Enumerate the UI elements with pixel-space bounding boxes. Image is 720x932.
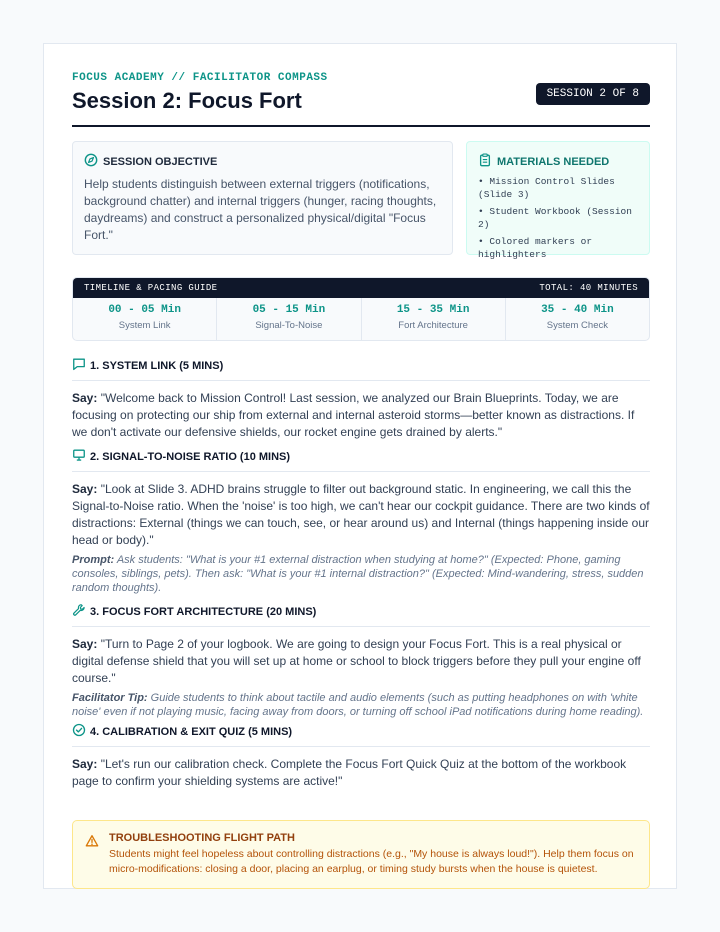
materials-item: • Mission Control Slides (Slide 3)	[478, 176, 615, 200]
section-heading: 4. CALIBRATION & EXIT QUIZ (5 MINS)	[90, 725, 293, 738]
materials-item: • Colored markers or highlighters	[478, 236, 593, 260]
section-heading: 3. FOCUS FORT ARCHITECTURE (20 MINS)	[90, 605, 317, 618]
section-fort-architecture	[72, 603, 650, 719]
presentation-screen-icon	[72, 448, 86, 465]
materials-card	[466, 141, 650, 260]
say-label: Say:	[72, 391, 98, 405]
timeline-label: Signal-To-Noise	[255, 320, 323, 331]
timeline-total: TOTAL: 40 MINUTES	[539, 283, 638, 293]
timeline-blocks	[73, 298, 649, 341]
timeline-time: 05 - 15 Min	[252, 304, 326, 316]
section-heading: 2. SIGNAL-TO-NOISE RATIO (10 MINS)	[90, 450, 291, 463]
note-label: Facilitator Tip:	[72, 692, 148, 704]
compass-icon	[84, 153, 98, 170]
timeline-block	[506, 298, 649, 341]
say-text: "Turn to Page 2 of your logbook. We are going to design your Focus Fort. This is a real physical or digital defense shield that you will set up at home or school to block triggers before they pull your engine off course."	[72, 637, 641, 685]
say-text: "Look at Slide 3. ADHD brains struggle to filter out background static. In engineering, we call this the Signal-to-Noise ratio. When the 'noise' is too high, we can't hear our cockpit guidance. There are two kinds of distractions: External (things we can touch, see, or hear around us) and Internal (things happening inside our head or body)."	[72, 482, 650, 547]
note-text: Ask students: "What is your #1 external distraction when studying at home?" (Expected: Phone, gaming consoles, siblings, pets). Then ask: "What is your #1 internal distraction?" (Expected: Mind-wandering, stress, sudden random thoughts).	[72, 554, 644, 594]
troubleshooting-callout	[72, 820, 650, 889]
materials-list	[478, 175, 638, 261]
timeline-time: 00 - 05 Min	[108, 304, 181, 316]
note-text: Guide students to think about tactile and audio elements (such as putting headphones on with 'white noise' even if not playing music, facing away from doors, or turning off school iPad notifications during home reading).	[72, 692, 644, 718]
say-paragraph	[72, 481, 650, 549]
troubleshooting-heading: TROUBLESHOOTING FLIGHT PATH	[109, 832, 295, 844]
timeline-time: 15 - 35 Min	[396, 304, 470, 316]
say-paragraph	[72, 390, 650, 441]
wrench-icon	[72, 603, 86, 620]
say-paragraph	[72, 756, 650, 790]
lesson-page	[43, 43, 677, 889]
say-text: "Let's run our calibration check. Complete the Focus Fort Quick Quiz at the bottom of the workbook page to confirm your shielding systems are active!"	[72, 757, 627, 788]
timeline-block	[217, 298, 361, 341]
section-system-link	[72, 357, 650, 441]
prompt-note	[72, 553, 650, 595]
say-paragraph	[72, 636, 650, 687]
section-heading: 1. SYSTEM LINK (5 MINS)	[90, 359, 224, 372]
say-label: Say:	[72, 482, 98, 496]
section-signal-to-noise	[72, 448, 650, 595]
page-content	[72, 72, 650, 875]
clipboard-icon	[478, 153, 492, 170]
objective-text: Help students distinguish between external triggers (notifications, background chatter) and internal triggers (hunger, racing thoughts, daydreams) and construct a personalized physical/digital "Focus Fort."	[84, 177, 437, 242]
timeline-block	[362, 298, 506, 341]
objective-heading: SESSION OBJECTIVE	[103, 155, 218, 168]
timeline-label: System Check	[546, 320, 608, 331]
timeline-label: System Link	[118, 320, 171, 331]
say-text: "Welcome back to Mission Control! Last session, we analyzed our Brain Blueprints. Today, we are focusing on protecting our ship from external and internal asteroid storms—better known as distractions. If we don't activate our defensive shields, our rocket engine gets drained by alerts."	[72, 391, 635, 439]
materials-item: • Student Workbook (Session 2)	[478, 206, 632, 230]
page-title: Session 2: Focus Fort	[72, 88, 302, 113]
say-label: Say:	[72, 637, 98, 651]
timeline-label: Fort Architecture	[398, 320, 468, 331]
timeline-block	[73, 298, 217, 341]
chat-bubble-icon	[72, 357, 86, 374]
note-label: Prompt:	[72, 554, 115, 566]
academy-eyebrow: FOCUS ACADEMY // FACILITATOR COMPASS	[72, 72, 328, 84]
session-badge: SESSION 2 OF 8	[536, 83, 650, 105]
check-circle-icon	[72, 723, 86, 740]
materials-heading: MATERIALS NEEDED	[497, 155, 610, 168]
timeline-title: TIMELINE & PACING GUIDE	[84, 283, 218, 293]
say-label: Say:	[72, 757, 98, 771]
header-divider	[72, 125, 650, 127]
troubleshooting-text: Students might feel hopeless about controlling distractions (e.g., "My house is always loud!"). Help them focus on micro-modifications: closing a door, placing an earplug, or timing study bursts when the house is quietest.	[109, 848, 634, 875]
objective-card	[72, 141, 453, 255]
section-calibration-quiz	[72, 723, 650, 790]
timeline-header	[73, 278, 649, 298]
timeline-card	[72, 277, 650, 341]
timeline-time: 35 - 40 Min	[541, 304, 614, 316]
facilitator-tip-note	[72, 691, 650, 719]
